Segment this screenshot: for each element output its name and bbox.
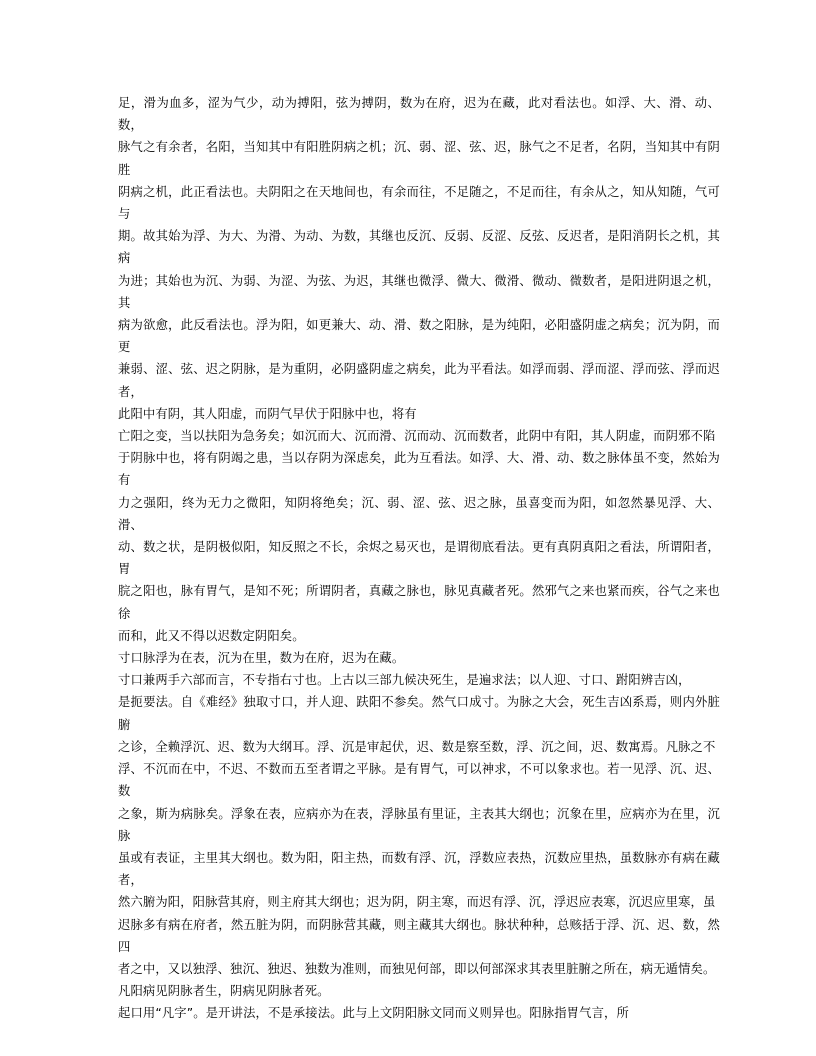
document-line: 于阴脉中也，将有阴竭之患，当以存阴为深虑矣，此为互看法。如浮、大、滑、动、数之脉体虽不变，然始为有 xyxy=(118,451,720,488)
document-line: 之诊，全赖浮沉、迟、数为大纲耳。浮、沉是审起伏，迟、数是察至数，浮、沉之间，迟、数寓焉。凡脉之不 xyxy=(118,739,716,754)
document-line: 亡阳之变，当以扶阳为急务矣；如沉而大、沉而滑、沉而动、沉而数者，此阴中有阳，其人阴虚，而阴邪不陷 xyxy=(118,429,716,444)
document-line: 起口用“凡字”。是开讲法，不是承接法。此与上文阴阳脉文同而义则异也。阳脉指胃气言，所 xyxy=(118,1006,629,1021)
document-line: 之象，斯为病脉矣。浮象在表，应病亦为在表，浮脉虽有里证，主表其大纲也；沉象在里，应病亦为在里，沉脉 xyxy=(118,806,720,843)
document-line: 凡阳病见阴脉者生，阴病见阴脉者死。 xyxy=(118,984,330,999)
document-line: 此阳中有阴，其人阳虚，而阴气早伏于阳脉中也，将有 xyxy=(118,406,417,421)
document-line: 迟脉多有病在府者，然五脏为阴，而阴脉营其藏，则主藏其大纲也。脉状种种，总赅括于浮、沉、迟、数，然四 xyxy=(118,917,720,954)
document-line: 虽或有表证，主里其大纲也。数为阳，阳主热，而数有浮、沉，浮数应表热，沉数应里热，虽数脉亦有病在藏者， xyxy=(118,850,720,888)
document-line: 脉气之有余者，名阳，当知其中有阳胜阴病之机；沉、弱、涩、弦、迟，脉气之不足者，名阴，当知其中有阴胜 xyxy=(118,140,720,177)
document-line: 而和，此又不得以迟数定阴阳矣。 xyxy=(118,628,305,643)
document-body xyxy=(118,92,720,1025)
document-line: 是扼要法。自《难经》独取寸口，并人迎、趺阳不参矣。然气口成寸。为脉之大会，死生吉凶系焉，则内外脏腑 xyxy=(118,695,720,732)
document-line: 者之中，又以独浮、独沉、独迟、独数为准则，而独见何部，即以何部深求其表里脏腑之所在，病无遁情矣。 xyxy=(118,961,716,976)
document-line: 力之强阳，终为无力之微阳，知阴将绝矣；沉、弱、涩、弦、迟之脉，虽喜变而为阳，如忽然暴见浮、大、滑、 xyxy=(118,495,720,532)
document-line: 兼弱、涩、弦、迟之阴脉，是为重阴，必阴盛阴虚之病矣，此为平看法。如浮而弱、浮而涩、浮而弦、浮而迟者， xyxy=(118,362,720,399)
document-line: 动、数之状，是阴极似阳，知反照之不长，余烬之易灭也，是谓彻底看法。更有真阴真阳之看法，所谓阳者，胃 xyxy=(118,540,720,577)
document-line: 浮、不沉而在中，不迟、不数而五至者谓之平脉。是有胃气，可以神求，不可以象求也。若一见浮、沉、迟、数 xyxy=(118,762,720,799)
document-line: 期。故其始为浮、为大、为滑、为动、为数，其继也反沉、反弱、反涩、反弦、反迟者，是阳消阴长之机，其病 xyxy=(118,229,720,266)
document-line: 病为欲愈，此反看法也。浮为阳，如更兼大、动、滑、数之阳脉，是为纯阳，必阳盛阴虚之病矣；沉为阴，而更 xyxy=(118,318,720,355)
document-line: 脘之阳也，脉有胃气，是知不死；所谓阴者，真藏之脉也，脉见真藏者死。然邪气之来也紧而疾，谷气之来也徐 xyxy=(118,584,720,621)
document-line: 然六腑为阳，阳脉营其府，则主府其大纲也；迟为阴，阴主寒，而迟有浮、沉，浮迟应表寒，沉迟应里寒，虽 xyxy=(118,895,716,910)
document-line: 为进；其始也为沉、为弱、为涩、为弦、为迟，其继也微浮、微大、微滑、微动、微数者，是阳进阴退之机，其 xyxy=(118,273,720,310)
document-line: 阴病之机，此正看法也。夫阴阳之在天地间也，有余而往，不足随之，不足而往，有余从之，知从知随，气可与 xyxy=(118,184,720,222)
document-line: 寸口脉浮为在表，沉为在里，数为在府，迟为在藏。 xyxy=(118,651,405,666)
document-line: 寸口兼两手六部而言，不专指右寸也。上古以三部九候决死生，是遍求法；以人迎、寸口、跗阳辨吉凶， xyxy=(118,673,691,688)
document-line: 足，滑为血多，涩为气少，动为搏阳，弦为搏阴，数为在府，迟为在藏，此对看法也。如浮、大、滑、动、数， xyxy=(118,96,720,133)
